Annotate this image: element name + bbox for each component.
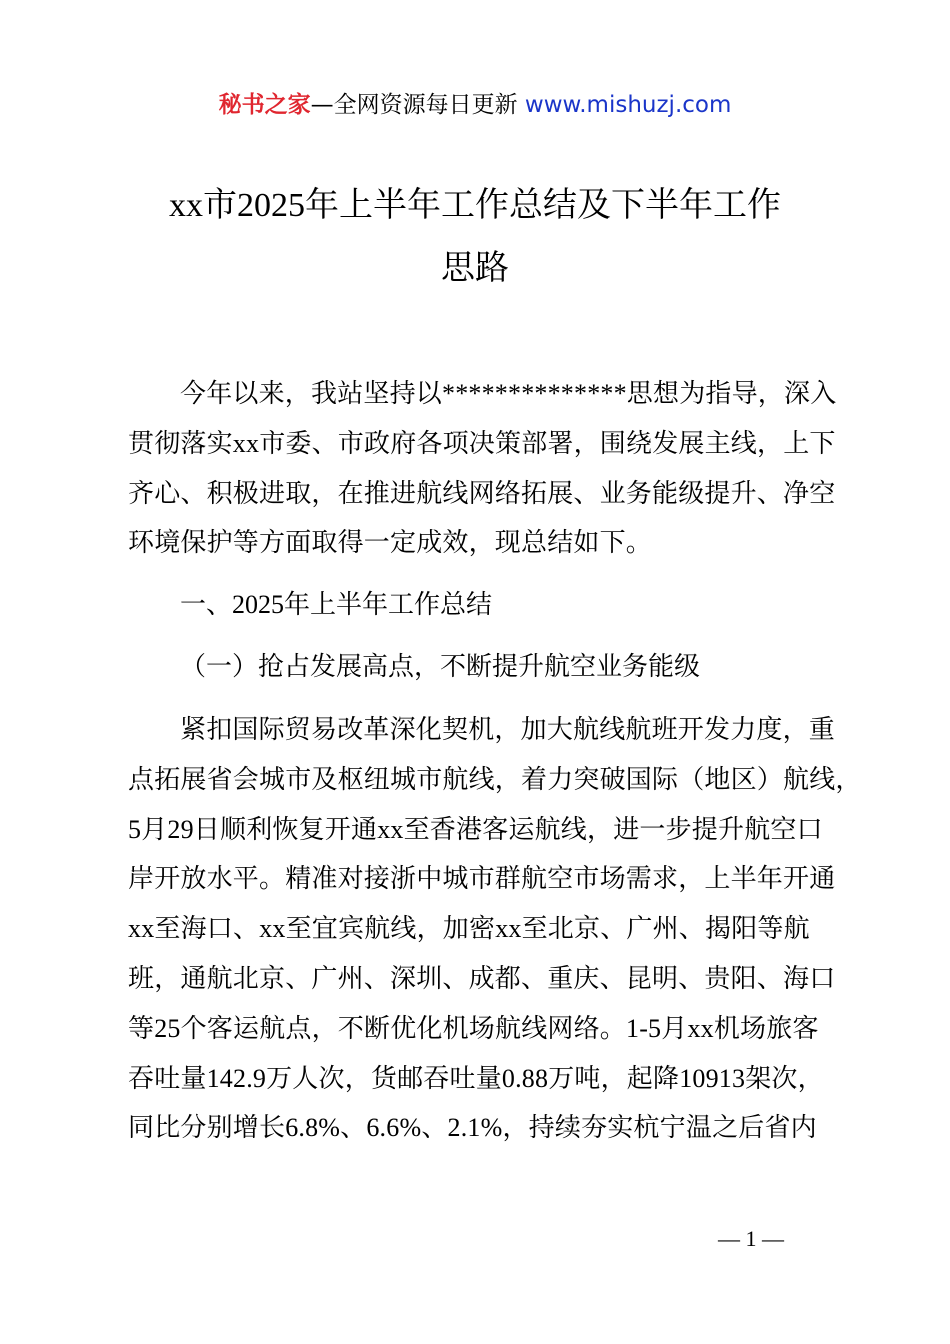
site-header: [0, 88, 950, 122]
body-line: 点拓展省会城市及枢纽城市航线，着力突破国际（地区）航线，: [128, 764, 862, 794]
document-title-line-2: 思路: [441, 250, 509, 287]
body-line: 吞吐量142.9万人次，货邮吞吐量0.88万吨，起降10913架次，: [128, 1063, 824, 1093]
body-line: 同比分别增长6.8%、6.6%、2.1%，持续夯实杭宁温之后省内: [128, 1113, 817, 1143]
body-line: 岸开放水平。精准对接浙中城市群航空市场需求，上半年开通: [128, 864, 836, 894]
section-heading-1: 一、2025年上半年工作总结: [180, 590, 493, 619]
header-brand: 秘书之家: [218, 92, 311, 118]
header-url-link[interactable]: www.mishuzj.com: [517, 92, 732, 118]
document-title-line-1: xx市2025年上半年工作总结及下半年工作: [169, 187, 781, 224]
intro-line: 齐心、积极进取，在推进航线网络拓展、业务能级提升、净空: [128, 478, 836, 508]
body-line: 班，通航北京、广州、深圳、成都、重庆、昆明、贵阳、海口: [128, 963, 836, 993]
intro-line: 今年以来，我站坚持以**************思想为指导，深入: [180, 379, 837, 408]
intro-line: 贯彻落实xx市委、市政府各项决策部署，围绕发展主线，上下: [128, 428, 836, 458]
page-number: — 1 —: [718, 1226, 784, 1251]
intro-paragraph: [128, 369, 848, 568]
header-slogan: —全网资源每日更新: [310, 92, 518, 118]
body-line: xx至海口、xx至宜宾航线，加密xx至北京、广州、揭阳等航: [128, 914, 810, 944]
body-line: 5月29日顺利恢复开通xx至香港客运航线，进一步提升航空口: [128, 814, 823, 844]
subsection-heading-1: （一）抢占发展高点，不断提升航空业务能级: [180, 652, 701, 681]
body-line: 紧扣国际贸易改革深化契机，加大航线航班开发力度，重: [180, 715, 836, 744]
body-paragraph: [128, 705, 862, 1153]
intro-line: 环境保护等方面取得一定成效，现总结如下。: [128, 528, 653, 558]
body-line: 等25个客运航点，不断优化机场航线网络。1-5月xx机场旅客: [128, 1013, 819, 1043]
